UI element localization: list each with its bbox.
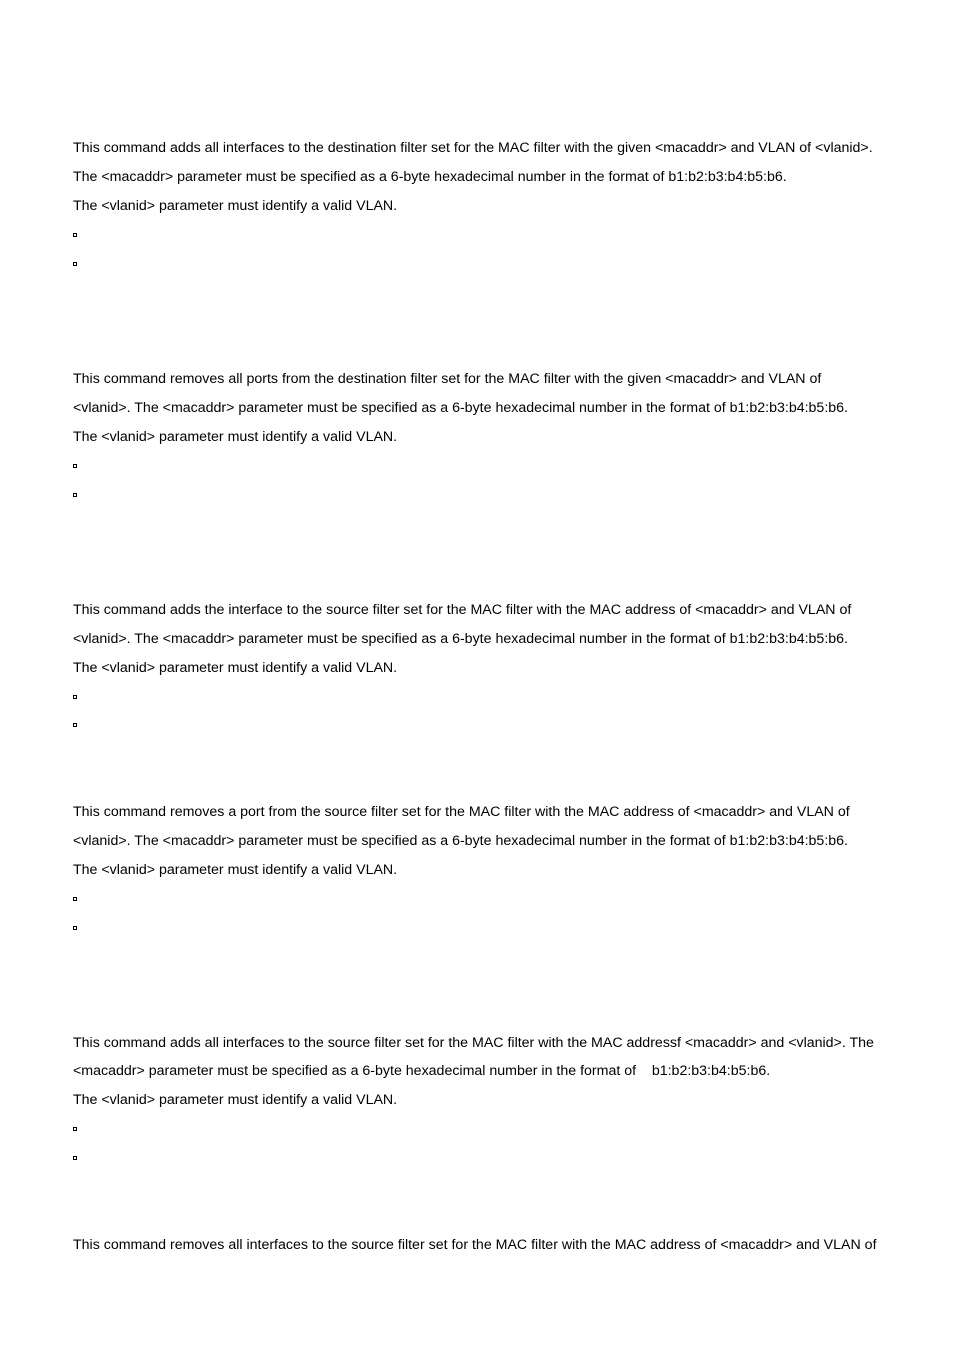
paragraph-line: The <vlanid> parameter must identify a valid VLAN. [73,429,398,445]
empty-bullet-icon [73,695,77,699]
empty-bullet-icon [73,1156,77,1160]
empty-bullet-icon [73,1127,77,1131]
paragraph-line: This command removes a port from the source filter set for the MAC filter with the MAC address of <macaddr> and VLAN of [73,804,850,820]
empty-bullet-icon [73,723,77,727]
empty-bullet-icon [73,262,77,266]
empty-bullet-icon [73,897,77,901]
paragraph-line: <vlanid>. The <macaddr> parameter must be specified as a 6-byte hexadecimal number in the format of b1:b2:b3:b4:b5:b6. [73,631,848,647]
paragraph-line: The <vlanid> parameter must identify a valid VLAN. [73,1092,398,1108]
paragraph-line: The <vlanid> parameter must identify a valid VLAN. [73,660,398,676]
paragraph-line: <macaddr> parameter must be specified as a 6-byte hexadecimal number in the format of b1:b2:b3:b4:b5:b6. [73,1063,771,1079]
paragraph-line: The <macaddr> parameter must be specified as a 6-byte hexadecimal number in the format of b1:b2:b3:b4:b5:b6. [73,169,787,185]
paragraph-line: The <vlanid> parameter must identify a valid VLAN. [73,198,398,214]
empty-bullet-icon [73,233,77,237]
paragraph-line: <vlanid>. The <macaddr> parameter must be specified as a 6-byte hexadecimal number in the format of b1:b2:b3:b4:b5:b6. [73,400,848,416]
empty-bullet-icon [73,926,77,930]
paragraph-line: The <vlanid> parameter must identify a valid VLAN. [73,862,398,878]
empty-bullet-icon [73,464,77,468]
paragraph-line: This command removes all interfaces to the source filter set for the MAC filter with the MAC address of <macaddr> and VLAN of [73,1237,877,1253]
paragraph-line: This command removes all ports from the destination filter set for the MAC filter with the given <macaddr> and VLAN of [73,371,822,387]
paragraph-line: This command adds the interface to the source filter set for the MAC filter with the MAC address of <macaddr> and VLAN of [73,602,852,618]
paragraph-line: <vlanid>. The <macaddr> parameter must be specified as a 6-byte hexadecimal number in the format of b1:b2:b3:b4:b5:b6. [73,833,848,849]
paragraph-line: This command adds all interfaces to the destination filter set for the MAC filter with the given <macaddr> and VLAN of <vlanid>. [73,140,873,156]
empty-bullet-icon [73,493,77,497]
paragraph-line: This command adds all interfaces to the source filter set for the MAC filter with the MAC addressf <macaddr> and <vlanid>. The [73,1035,874,1051]
